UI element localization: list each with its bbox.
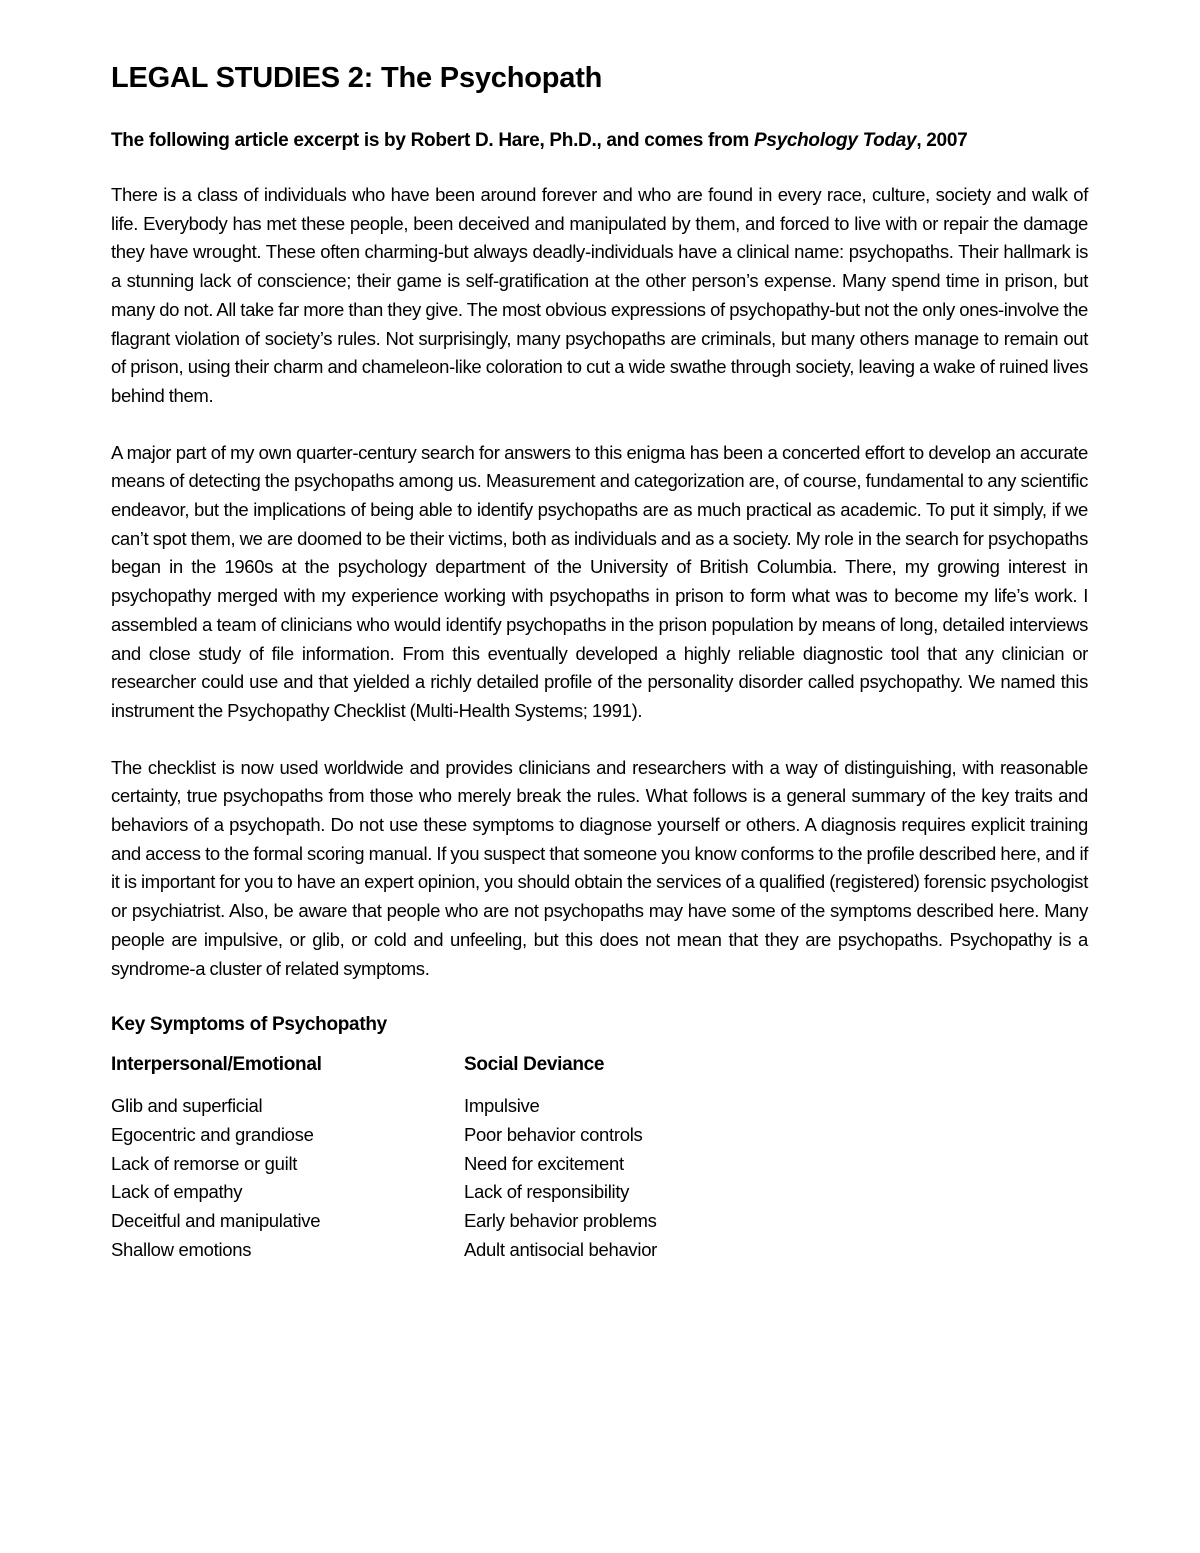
list-item: Need for excitement xyxy=(464,1152,624,1174)
list-item: Shallow emotions xyxy=(111,1238,252,1260)
attribution-prefix: The following article excerpt is by Robert D. Hare, Ph.D., and comes from xyxy=(111,130,754,151)
document-title: LEGAL STUDIES 2: The Psychopath xyxy=(111,62,603,94)
symptoms-columns xyxy=(111,1052,1088,1312)
list-item: Deceitful and manipulative xyxy=(111,1210,321,1232)
body-paragraph-2: A major part of my own quarter-century search for answers to this enigma has been a concerted effort to develop an accurate means of detecting the psychopaths among us. Measurement and categorization are, of course, fundamental to any scientific endeavor, but the implications of being able to identify psychopaths are as much practical as academic. To put it simply, if we can’t spot them, we are doomed to be their victims, both as individuals and as a society. My role in the search for psychopaths began in the 1960s at the psychology department of the University of British Columbia. There, my growing interest in psychopathy merged with my experience working with psychopaths in prison to form what was to become my life’s work. I assembled a team of clinicians who would identify psychopaths in the prison population by means of long, detailed interviews and close study of file information. From this eventually developed a highly reliable diagnostic tool that any clinician or researcher could use and that yielded a richly detailed profile of the personality disorder called psychopathy. We named this instrument the Psychopathy Checklist (Multi-Health Systems; 1991). xyxy=(111,441,1088,721)
list-item: Egocentric and grandiose xyxy=(111,1123,314,1145)
body-paragraph-3: The checklist is now used worldwide and provides clinicians and researchers with a way of distinguishing, with reasonable certainty, true psychopaths from those who merely break the rules. What follows is a general summary of the key traits and behaviors of a psychopath. Do not use these symptoms to diagnose yourself or others. A diagnosis requires explicit training and access to the formal scoring manual. If you suspect that someone you know conforms to the profile described here, and if it is important for you to have an expert opinion, you should obtain the services of a qualified (registered) forensic psychologist or psychiatrist. Also, be aware that people who are not psychopaths may have some of the symptoms described here. Many people are impulsive, or glib, or cold and unfeeling, but this does not mean that they are psychopaths. Psychopathy is a syndrome-a cluster of related symptoms. xyxy=(111,756,1088,979)
list-item: Glib and superficial xyxy=(111,1095,263,1117)
symptoms-heading: Key Symptoms of Psychopathy xyxy=(111,1014,387,1036)
article-attribution xyxy=(111,128,1088,154)
attribution-suffix: , 2007 xyxy=(916,130,968,151)
list-item: Lack of remorse or guilt xyxy=(111,1152,298,1174)
list-item: Impulsive xyxy=(464,1095,540,1117)
list-item: Lack of empathy xyxy=(111,1181,243,1203)
publication-name: Psychology Today xyxy=(753,130,917,151)
symptom-list xyxy=(464,1092,657,1264)
list-item: Lack of responsibility xyxy=(464,1181,630,1203)
list-item: Adult antisocial behavior xyxy=(464,1238,658,1260)
social-deviance-column xyxy=(464,1052,657,1264)
interpersonal-emotional-column xyxy=(111,1052,322,1264)
document-page xyxy=(111,58,1088,1312)
symptom-list xyxy=(111,1092,322,1264)
column-heading: Social Deviance xyxy=(464,1054,605,1076)
column-heading: Interpersonal/Emotional xyxy=(111,1054,322,1076)
list-item: Poor behavior controls xyxy=(464,1123,643,1145)
body-paragraph-1: There is a class of individuals who have been around forever and who are found in every race, culture, society and walk of life. Everybody has met these people, been deceived and manipulated by them, and forced to live with or repair the damage they have wrought. These often charming-but always deadly-individuals have a clinical name: psychopaths. Their hallmark is a stunning lack of conscience; their game is self-gratification at the other person’s expense. Many spend time in prison, but many do not. All take far more than they give. The most obvious expressions of psychopathy-but not the only ones-involve the flagrant violation of society’s rules. Not surprisingly, many psychopaths are criminals, but many others manage to remain out of prison, using their charm and chameleon-like coloration to cut a wide swathe through society, leaving a wake of ruined lives behind them. xyxy=(111,184,1088,406)
list-item: Early behavior problems xyxy=(464,1210,657,1232)
